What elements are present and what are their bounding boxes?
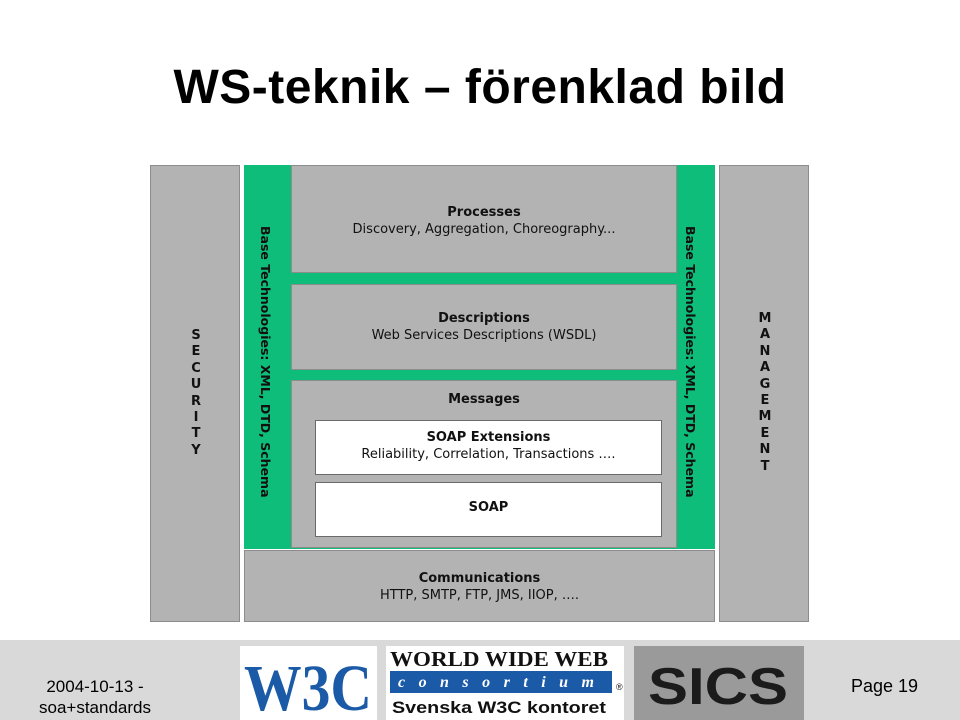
soap-extensions-heading: SOAP Extensions <box>426 430 551 445</box>
security-column <box>150 165 240 622</box>
soap-box <box>315 482 662 537</box>
www-consortium-logo <box>386 646 624 720</box>
soap-extensions-box <box>315 420 662 475</box>
communications-box <box>244 550 715 622</box>
page-number: Page 19 <box>850 676 918 696</box>
descriptions-text: Web Services Descriptions (WSDL) <box>371 328 597 343</box>
sics-logo <box>634 646 804 720</box>
management-label: M A N A G E M E N T <box>758 311 772 474</box>
processes-text: Discovery, Aggregation, Choreography... <box>352 222 616 237</box>
footer-date: 2004-10-13 - <box>46 677 144 696</box>
w3c-logo-text: W3C <box>244 652 372 720</box>
sics-logo-text: SICS <box>648 658 788 716</box>
www-line3: Svenska W3C kontoret <box>392 698 607 717</box>
www-line2: consortium <box>398 674 594 691</box>
communications-text: HTTP, SMTP, FTP, JMS, IIOP, …. <box>379 588 580 603</box>
communications-heading: Communications <box>418 571 541 586</box>
descriptions-box <box>291 284 677 370</box>
footer-info <box>0 676 190 718</box>
footer-topic: soa+standards <box>39 698 151 717</box>
slide-title: WS-teknik – förenklad bild <box>173 61 787 114</box>
registered-mark-icon: ® <box>616 682 623 692</box>
www-line1: WORLD WIDE WEB <box>390 647 608 671</box>
security-label: S E C U R I T Y <box>190 328 202 458</box>
base-tech-left-label: Base Technologies: XML, DTD, Schema <box>258 226 273 498</box>
w3c-logo-graphic <box>240 646 377 720</box>
soap-heading: SOAP <box>468 500 509 515</box>
w3c-logo <box>240 646 377 720</box>
base-tech-right-label: Base Technologies: XML, DTD, Schema <box>683 226 698 498</box>
management-column <box>719 165 809 622</box>
www-consortium-graphic <box>386 646 624 720</box>
sics-logo-graphic <box>634 646 804 720</box>
processes-box <box>291 165 677 273</box>
messages-heading: Messages <box>448 392 520 407</box>
processes-heading: Processes <box>447 205 521 220</box>
descriptions-heading: Descriptions <box>438 311 530 326</box>
soap-extensions-text: Reliability, Correlation, Transactions …. <box>361 447 616 462</box>
